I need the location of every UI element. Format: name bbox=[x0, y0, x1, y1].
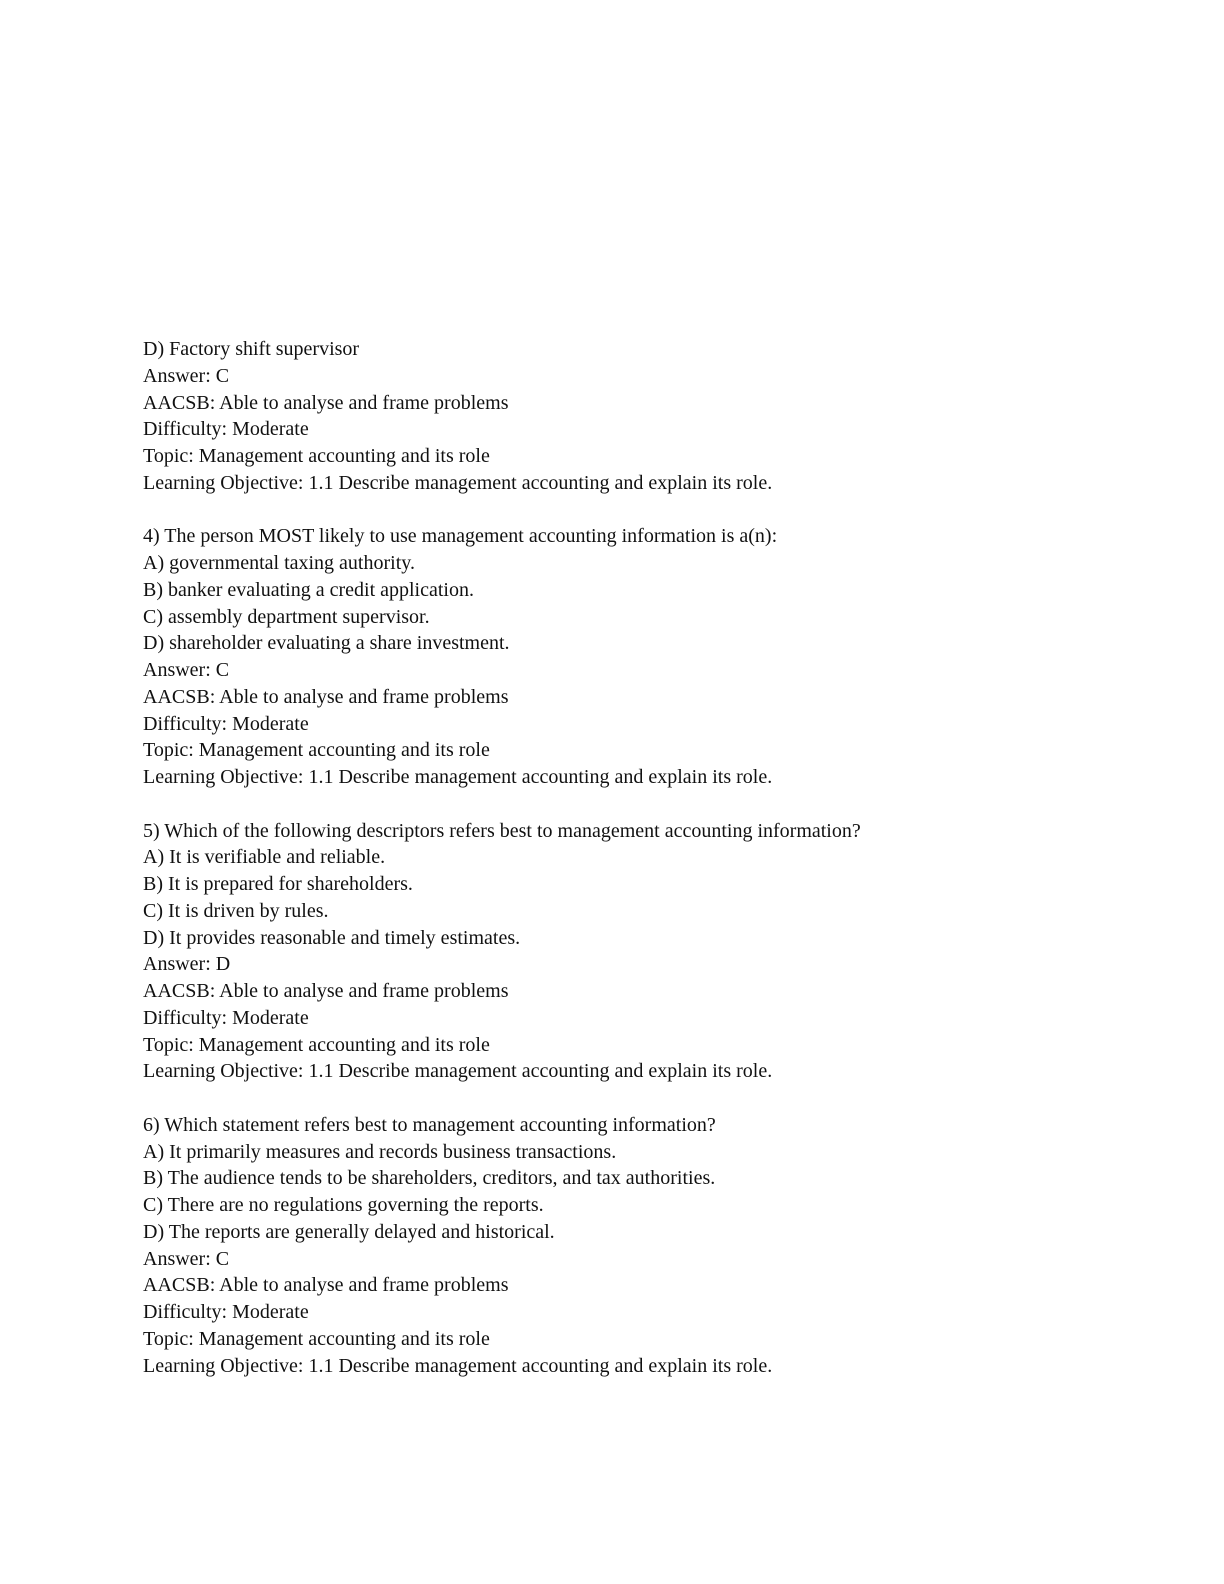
option-b: B) The audience tends to be shareholders, creditors, and tax authorities. bbox=[143, 1167, 716, 1190]
question-stem: 4) The person MOST likely to use management accounting information is a(n): bbox=[143, 525, 778, 548]
question-stem: 6) Which statement refers best to management accounting information? bbox=[143, 1113, 716, 1136]
spacer bbox=[143, 1085, 1143, 1112]
option-c: C) It is driven by rules. bbox=[143, 899, 329, 922]
answer-line: Answer: D bbox=[143, 953, 231, 976]
topic-line: Topic: Management accounting and its role bbox=[143, 739, 490, 762]
difficulty-line: Difficulty: Moderate bbox=[143, 1006, 309, 1029]
topic-line: Topic: Management accounting and its role bbox=[143, 445, 490, 467]
topic-line: Topic: Management accounting and its role bbox=[143, 1033, 490, 1056]
option-a: A) It primarily measures and records business transactions. bbox=[143, 1140, 617, 1163]
difficulty-line: Difficulty: Moderate bbox=[143, 418, 309, 441]
learning-objective-line: Learning Objective: 1.1 Describe management accounting and explain its role. bbox=[143, 1354, 773, 1377]
question-stem: 5) Which of the following descriptors refers best to management accounting information? bbox=[143, 819, 861, 842]
question-block-5 bbox=[143, 818, 1143, 1086]
option-d: D) The reports are generally delayed and historical. bbox=[143, 1220, 555, 1243]
question-bank-content bbox=[143, 336, 1143, 1379]
aacsb-line: AACSB: Able to analyse and frame problems bbox=[143, 391, 509, 414]
spacer bbox=[143, 497, 1143, 524]
answer-line: Answer: C bbox=[143, 1247, 230, 1270]
option-a: A) governmental taxing authority. bbox=[143, 552, 415, 574]
option-c: C) There are no regulations governing the reports. bbox=[143, 1194, 544, 1216]
aacsb-line: AACSB: Able to analyse and frame problems bbox=[143, 980, 509, 1002]
aacsb-line: AACSB: Able to analyse and frame problems bbox=[143, 685, 509, 708]
option-a: A) It is verifiable and reliable. bbox=[143, 846, 386, 869]
question-block-6 bbox=[143, 1112, 1143, 1380]
learning-objective-line: Learning Objective: 1.1 Describe management accounting and explain its role. bbox=[143, 471, 773, 494]
aacsb-line: AACSB: Able to analyse and frame problems bbox=[143, 1274, 509, 1297]
difficulty-line: Difficulty: Moderate bbox=[143, 712, 309, 735]
option-b: B) It is prepared for shareholders. bbox=[143, 873, 413, 895]
option-c: C) assembly department supervisor. bbox=[143, 605, 430, 628]
option-b: B) banker evaluating a credit application. bbox=[143, 578, 474, 601]
option-d: D) shareholder evaluating a share investment. bbox=[143, 632, 510, 655]
topic-line: Topic: Management accounting and its role bbox=[143, 1327, 490, 1350]
answer-line: Answer: C bbox=[143, 364, 230, 387]
option-d: D) Factory shift supervisor bbox=[143, 338, 360, 360]
carryover-block bbox=[143, 336, 1143, 497]
option-d: D) It provides reasonable and timely estimates. bbox=[143, 926, 521, 949]
difficulty-line: Difficulty: Moderate bbox=[143, 1301, 309, 1323]
learning-objective-line: Learning Objective: 1.1 Describe management accounting and explain its role. bbox=[143, 1060, 773, 1083]
spacer bbox=[143, 791, 1143, 818]
learning-objective-line: Learning Objective: 1.1 Describe management accounting and explain its role. bbox=[143, 766, 773, 788]
answer-line: Answer: C bbox=[143, 659, 230, 681]
question-block-4 bbox=[143, 523, 1143, 791]
